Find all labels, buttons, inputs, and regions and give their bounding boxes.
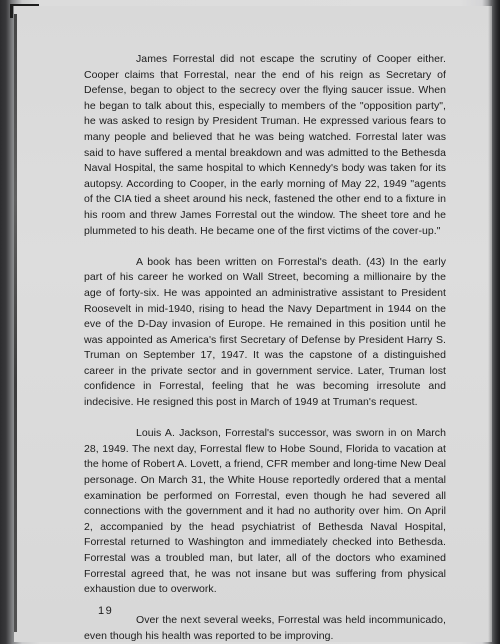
paragraph-book-on-death: A book has been written on Forrestal's death. (43) In the early part of his career he worked on Wall Street, becoming a millionaire by the age of forty-six. He was appointed an administrative assistant to President Roosevelt in mid-1940, rising to head the Navy Department in 1944 on the eve of the D-Day invasion of Europe. He remained in this position until he was appointed as America's first Secretary of Defense by President Harry S. Truman on September 17, 1947. It was the capstone of a distinguished career in the private sector and in government service. Later, Truman lost confidence in Forrestal, feeling that he was becoming irresolute and indecisive. He resigned this post in March of 1949 at Truman's request. <box>84 255 446 409</box>
paragraph-held-incommunicado: Over the next several weeks, Forrestal was held incommunicado, even though his health was reported to be improving. <box>84 614 446 642</box>
paragraph-jackson-successor: Louis A. Jackson, Forrestal's successor, was sworn in on March 28, 1949. The next day, Forrestal flew to Hobe Sound, Florida to vacation at the home of Robert A. Lovett, a friend, CFR member and long-time New Deal personage. On March 31, the White House reportedly ordered that a mental examination be performed on Forrestal, even though he had severed all connections with the government and it had no authority over him. On April 2, accompanied by the head psychiatrist of Bethesda Naval Hospital, Forrestal returned to Washington and immediately checked into Bethesda. Forrestal was a troubled man, but later, all of the doctors who examined Forrestal agreed that, he was not insane but was suffering from physical exhaustion due to overwork. <box>84 427 446 596</box>
paragraph-forrestal-scrutiny: James Forrestal did not escape the scrutiny of Cooper either. Cooper claims that Forrestal, near the end of his reign as Secretary of Defense, began to object to the secrecy over the flying saucer issue. When he began to talk about this, especially to members of the "opposition party", he was asked to resign by President Truman. He expressed various fears to many people and believed that he was being watched. Forrestal later was said to have suffered a mental breakdown and was admitted to the Bethesda Naval Hospital, the same hospital to which Kennedy's body was taken for its autopsy. According to Cooper, in the early morning of May 22, 1949 "agents of the CIA tied a sheet around his neck, fastened the other end to a fixture in his room and threw James Forrestal out the window. The sheet tore and he plummeted to his death. He became one of the first victims of the cover-up." <box>84 53 446 237</box>
binding-edge <box>14 14 17 632</box>
corner-mark <box>10 4 39 18</box>
body-text <box>84 52 446 644</box>
page-number: 19 <box>98 605 114 617</box>
right-edge-shadow <box>488 0 500 644</box>
